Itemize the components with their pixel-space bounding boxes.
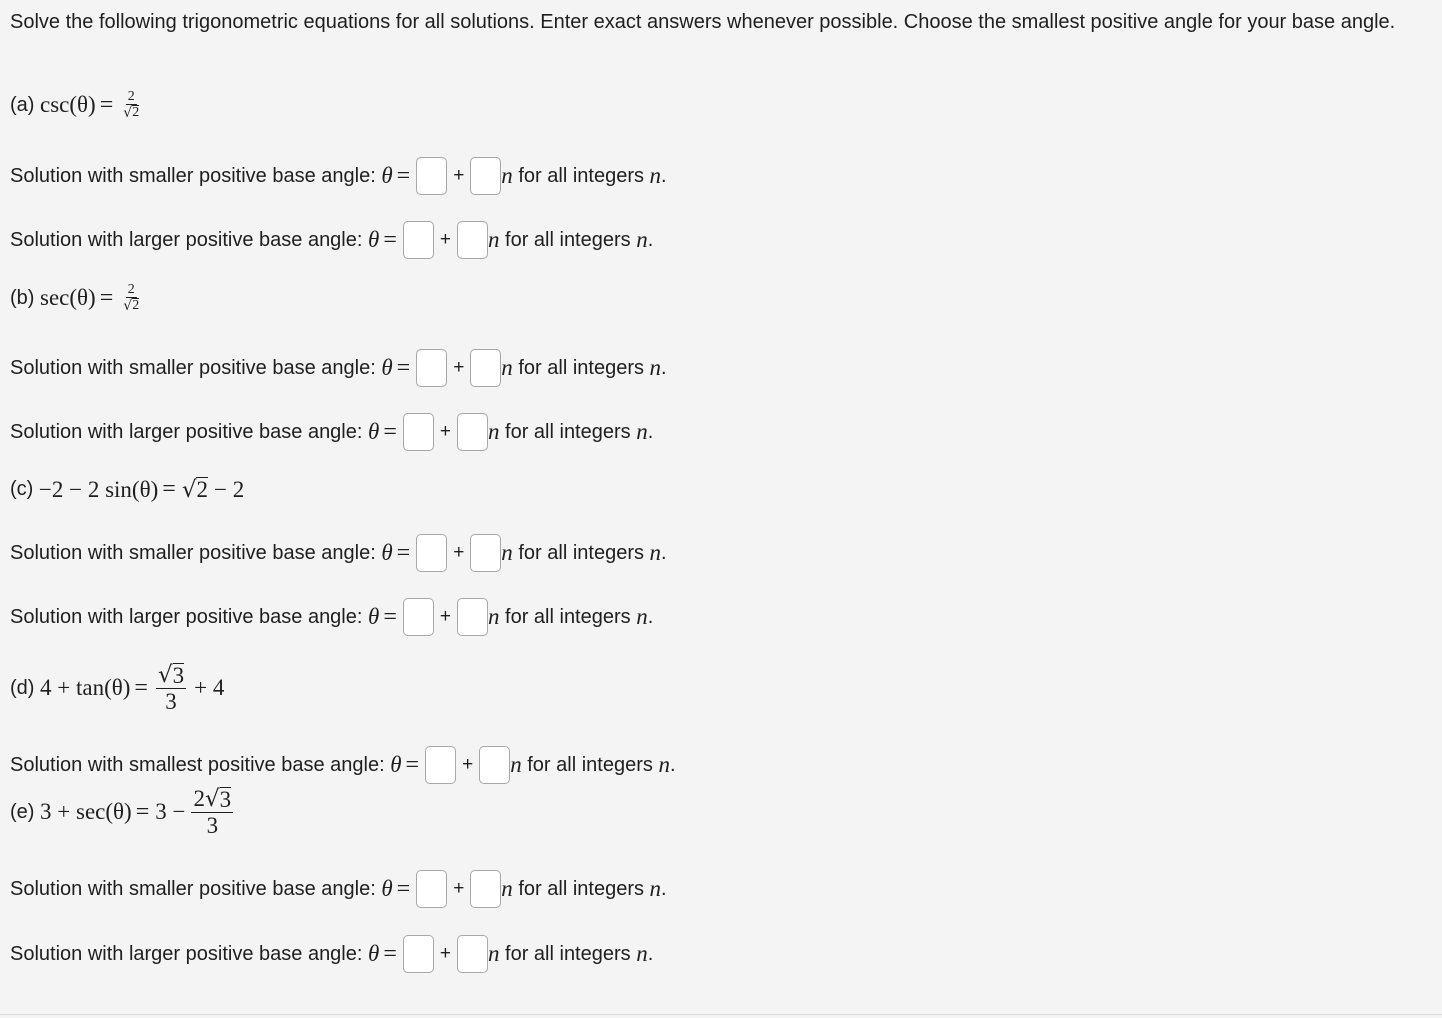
n-variable: n: [658, 752, 670, 777]
answer-row-b-larger: [10, 411, 653, 453]
theta-symbol: θ: [368, 941, 380, 966]
equation-c-sqrt: [182, 477, 208, 503]
equation-a-fraction: [121, 89, 141, 121]
equation-d: [10, 662, 224, 715]
n-variable: n: [487, 227, 500, 252]
theta-symbol: θ: [368, 419, 380, 444]
for-all-text: for all integers: [518, 877, 644, 900]
n-variable: n: [636, 227, 648, 252]
for-all-text: for all integers: [505, 942, 631, 965]
for-all-text: for all integers: [505, 228, 631, 251]
answer-label: Solution with smallest positive base angle:: [10, 753, 385, 776]
period-mark: .: [647, 228, 654, 251]
a-smaller-base-angle-input[interactable]: [416, 157, 447, 195]
equation-c-radicand: 2: [196, 477, 208, 503]
for-all-text: for all integers: [518, 541, 644, 564]
equation-a-eq: =: [99, 91, 114, 118]
equation-d-fraction: [156, 662, 186, 715]
equation-e: [10, 786, 235, 839]
c-smaller-base-angle-input[interactable]: [416, 534, 447, 572]
b-smaller-base-angle-input[interactable]: [416, 349, 447, 387]
equation-e-denominator: 3: [206, 813, 219, 839]
equation-b: [10, 282, 143, 314]
equals-sign: =: [396, 162, 411, 189]
equation-b-fraction: [121, 282, 141, 314]
equation-e-radicand: 3: [219, 787, 232, 813]
equals-sign: =: [396, 354, 411, 381]
n-variable: n: [636, 941, 648, 966]
equals-sign: =: [383, 603, 397, 630]
e-smaller-period-input[interactable]: [470, 870, 501, 908]
theta-symbol: θ: [381, 876, 393, 901]
b-smaller-period-input[interactable]: [470, 349, 501, 387]
answer-label: Solution with larger positive base angle:: [10, 942, 363, 965]
equation-b-eq: =: [99, 284, 114, 311]
equation-a-numerator: 2: [127, 89, 135, 104]
part-label-e: (e): [10, 800, 35, 823]
instructions-text: Solve the following trigonometric equations for all solutions. Enter exact answers whenever possible. Choose the smallest positive angle for your base angle.: [10, 11, 1396, 33]
equation-e-eq: =: [135, 798, 150, 825]
plus-sign: +: [439, 943, 451, 964]
answer-row-d-smallest: [10, 744, 676, 786]
theta-symbol: θ: [368, 227, 380, 252]
period-mark: .: [661, 356, 667, 379]
n-variable: n: [501, 163, 513, 188]
plus-sign: +: [453, 542, 465, 563]
period-mark: .: [661, 164, 667, 187]
sqrt-symbol: √: [123, 297, 133, 314]
plus-sign: +: [453, 165, 465, 186]
equals-sign: =: [383, 418, 397, 445]
theta-symbol: θ: [381, 163, 393, 188]
equation-d-rhs-tail: + 4: [194, 675, 225, 701]
equation-b-radicand: 2: [132, 298, 140, 314]
answer-label: Solution with smaller positive base angle:: [10, 164, 376, 187]
equation-e-coefficient: 2: [193, 786, 205, 811]
theta-symbol: θ: [381, 540, 393, 565]
for-all-text: for all integers: [505, 420, 631, 443]
a-smaller-period-input[interactable]: [470, 157, 501, 195]
equals-sign: =: [405, 751, 420, 778]
plus-sign: +: [453, 878, 465, 899]
bottom-divider: [0, 1014, 1442, 1015]
answer-label: Solution with smaller positive base angle:: [10, 877, 376, 900]
equation-d-eq: =: [134, 674, 148, 701]
theta-symbol: θ: [381, 355, 393, 380]
c-larger-base-angle-input[interactable]: [403, 598, 434, 636]
plus-sign: +: [462, 754, 474, 775]
for-all-text: for all integers: [518, 356, 644, 379]
equals-sign: =: [383, 226, 397, 253]
for-all-text: for all integers: [505, 605, 631, 628]
part-label-c: (c): [10, 478, 34, 500]
answer-row-a-larger: [10, 219, 653, 261]
answer-label: Solution with larger positive base angle:: [10, 228, 363, 251]
a-larger-base-angle-input[interactable]: [403, 221, 434, 259]
n-variable: n: [649, 163, 662, 188]
equation-a-radicand: 2: [132, 105, 140, 121]
equation-e-lhs: 3 + sec(θ): [40, 799, 132, 825]
equation-a: [10, 89, 143, 121]
n-variable: n: [501, 876, 513, 901]
plus-sign: +: [439, 229, 451, 250]
sqrt-symbol: √: [181, 476, 197, 503]
sqrt-symbol: √: [157, 662, 173, 688]
answer-row-a-smaller: [10, 155, 667, 197]
b-larger-base-angle-input[interactable]: [403, 413, 434, 451]
for-all-text: for all integers: [518, 164, 644, 187]
equation-e-rhs-head: 3 −: [155, 799, 186, 825]
n-variable: n: [487, 419, 500, 444]
equation-c-eq: =: [162, 476, 176, 502]
period-mark: .: [647, 605, 654, 628]
answer-row-e-smaller: [10, 868, 667, 910]
equation-e-fraction: [191, 786, 233, 839]
answer-label: Solution with larger positive base angle:: [10, 420, 363, 443]
n-variable: n: [487, 941, 500, 966]
n-variable: n: [649, 355, 662, 380]
equation-d-denominator: 3: [165, 689, 177, 715]
answer-row-e-larger: [10, 933, 653, 975]
plus-sign: +: [439, 421, 451, 442]
equation-d-radicand: 3: [172, 663, 185, 689]
d-smallest-period-input[interactable]: [479, 746, 510, 784]
equation-d-lhs: 4 + tan(θ): [40, 675, 131, 701]
period-mark: .: [661, 541, 667, 564]
theta-symbol: θ: [390, 752, 402, 777]
n-variable: n: [501, 355, 513, 380]
e-larger-base-angle-input[interactable]: [403, 935, 434, 973]
n-variable: n: [510, 752, 522, 777]
equals-sign: =: [383, 940, 397, 967]
answer-label: Solution with larger positive base angle:: [10, 605, 363, 628]
equation-b-numerator: 2: [127, 282, 135, 297]
plus-sign: +: [439, 606, 451, 627]
c-smaller-period-input[interactable]: [470, 534, 501, 572]
period-mark: .: [669, 753, 676, 776]
e-smaller-base-angle-input[interactable]: [416, 870, 447, 908]
equation-c: [10, 476, 244, 503]
equals-sign: =: [396, 875, 411, 902]
answer-row-c-larger: [10, 596, 653, 638]
n-variable: n: [636, 604, 648, 629]
period-mark: .: [661, 877, 667, 900]
n-variable: n: [636, 419, 648, 444]
plus-sign: +: [453, 357, 465, 378]
equation-c-lhs: −2 − 2 sin(θ): [38, 476, 159, 502]
equation-a-lhs: csc(θ): [40, 92, 96, 118]
sqrt-symbol: √: [204, 786, 220, 812]
theta-symbol: θ: [368, 604, 380, 629]
b-larger-period-input[interactable]: [457, 413, 488, 451]
equation-c-rhs-tail: − 2: [213, 476, 245, 502]
equals-sign: =: [396, 539, 411, 566]
answer-row-c-smaller: [10, 532, 667, 574]
for-all-text: for all integers: [527, 753, 653, 776]
equation-b-lhs: sec(θ): [40, 285, 96, 311]
answer-row-b-smaller: [10, 347, 667, 389]
part-label-d: (d): [10, 676, 35, 699]
sqrt-symbol: √: [123, 104, 133, 121]
answer-label: Solution with smaller positive base angle:: [10, 356, 376, 379]
e-larger-period-input[interactable]: [457, 935, 488, 973]
n-variable: n: [649, 540, 662, 565]
answer-label: Solution with smaller positive base angle:: [10, 541, 376, 564]
c-larger-period-input[interactable]: [457, 598, 488, 636]
part-label-b: (b): [10, 286, 35, 309]
part-label-a: (a): [10, 93, 35, 116]
a-larger-period-input[interactable]: [457, 221, 488, 259]
period-mark: .: [647, 942, 654, 965]
d-smallest-base-angle-input[interactable]: [425, 746, 456, 784]
n-variable: n: [501, 540, 513, 565]
n-variable: n: [649, 876, 662, 901]
period-mark: .: [647, 420, 654, 443]
n-variable: n: [487, 604, 500, 629]
